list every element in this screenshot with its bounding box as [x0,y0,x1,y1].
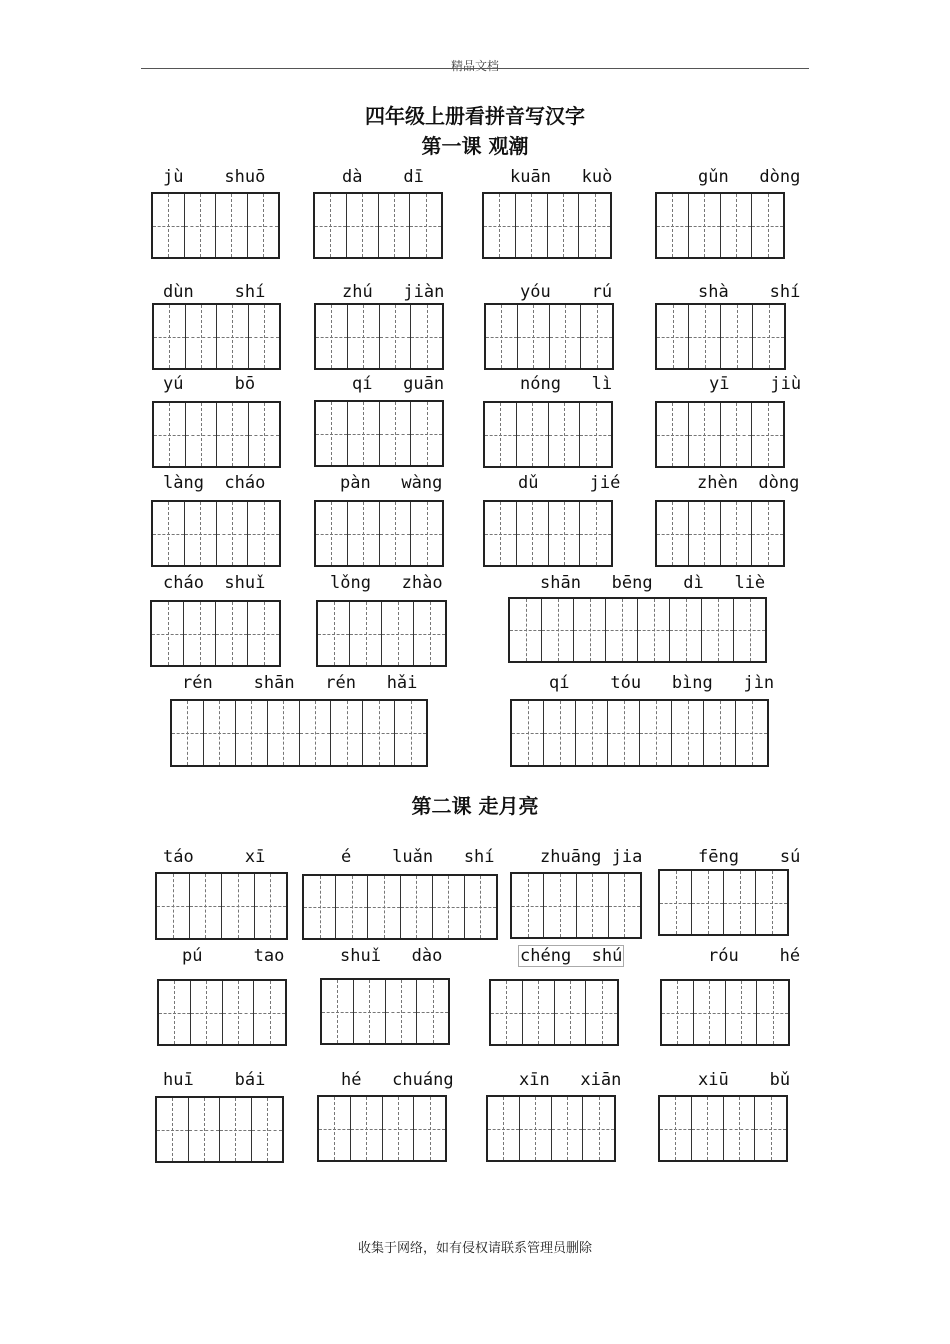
character-cell[interactable] [351,1097,383,1160]
character-cell[interactable] [248,602,279,665]
character-cell[interactable] [608,701,640,765]
character-cell[interactable] [220,1098,252,1161]
character-cell[interactable] [354,980,386,1043]
character-cell[interactable] [755,1097,786,1160]
writing-grid[interactable] [151,192,280,259]
character-cell[interactable] [157,1098,189,1161]
character-cell[interactable] [517,502,549,565]
writing-grid[interactable] [320,978,450,1045]
character-cell[interactable] [660,1097,692,1160]
pinyin-label: qí guān [352,374,445,394]
character-cell[interactable] [657,305,689,368]
writing-grid[interactable] [482,192,612,259]
pinyin-label: kuān kuò [510,167,613,187]
character-cell[interactable] [523,981,555,1044]
character-cell[interactable] [638,599,670,661]
pinyin-label: shān bēng dì liè [540,573,766,593]
character-cell[interactable] [216,602,248,665]
character-cell[interactable] [485,403,517,466]
pinyin-label: huī bái [163,1070,266,1090]
pinyin-label: pàn wàng [340,473,443,493]
writing-grid[interactable] [302,874,498,940]
character-cell[interactable] [550,305,582,368]
character-cell[interactable] [640,701,672,765]
character-cell[interactable] [348,305,380,368]
pinyin-label: lǒng zhào [330,573,443,593]
character-cell[interactable] [689,403,721,466]
character-cell[interactable] [348,402,380,465]
character-cell[interactable] [734,599,765,661]
character-cell[interactable] [662,981,694,1044]
character-cell[interactable] [581,305,612,368]
pinyin-label: shuǐ dào [340,946,443,966]
character-cell[interactable] [268,701,300,765]
character-cell[interactable] [609,874,640,937]
character-cell[interactable] [552,1097,584,1160]
character-cell[interactable] [254,981,285,1044]
pinyin-label: shà shí [698,282,801,302]
character-cell[interactable] [484,194,516,257]
character-cell[interactable] [512,874,544,937]
character-cell[interactable] [465,876,496,938]
character-cell[interactable] [752,502,783,565]
character-cell[interactable] [217,403,249,466]
character-cell[interactable] [736,701,767,765]
pinyin-label: hé chuáng [341,1070,454,1090]
pinyin-label: zhèn dòng [697,473,800,493]
character-cell[interactable] [433,876,465,938]
character-cell[interactable] [336,876,368,938]
character-cell[interactable] [657,194,689,257]
character-cell[interactable] [316,305,348,368]
lesson-1-title: 第一课 观潮 [421,134,529,158]
character-cell[interactable] [520,1097,552,1160]
character-cell[interactable] [670,599,702,661]
character-cell[interactable] [721,502,753,565]
pinyin-label: cháo shuǐ [163,573,266,593]
writing-grid[interactable] [152,401,281,468]
character-cell[interactable] [488,1097,520,1160]
pinyin-label: dǔ jié [518,473,621,493]
writing-grid[interactable] [510,872,642,939]
character-cell[interactable] [248,194,279,257]
character-cell[interactable] [486,305,518,368]
character-cell[interactable] [586,981,617,1044]
character-cell[interactable] [331,701,363,765]
character-cell[interactable] [510,599,542,661]
writing-grid[interactable] [660,979,790,1046]
character-cell[interactable] [380,502,412,565]
pinyin-label: xiū bǔ [698,1070,791,1090]
character-cell[interactable] [726,981,758,1044]
character-cell[interactable] [153,194,185,257]
character-cell[interactable] [704,701,736,765]
character-cell[interactable] [672,701,704,765]
character-cell[interactable] [721,403,753,466]
character-cell[interactable] [694,981,726,1044]
writing-grid[interactable] [155,1096,284,1163]
character-cell[interactable] [249,403,280,466]
character-cell[interactable] [395,701,426,765]
writing-grid[interactable] [151,500,281,567]
character-cell[interactable] [411,305,442,368]
pinyin-label: làng cháo [163,473,266,493]
character-cell[interactable] [154,403,186,466]
character-cell[interactable] [555,981,587,1044]
character-cell[interactable] [606,599,638,661]
character-cell[interactable] [157,874,190,938]
writing-grid[interactable] [484,303,614,370]
character-cell[interactable] [217,502,249,565]
character-cell[interactable] [217,305,249,368]
character-cell[interactable] [411,502,442,565]
pinyin-label: zhú jiàn [342,282,445,302]
character-cell[interactable] [172,701,204,765]
character-cell[interactable] [577,874,609,937]
writing-grid[interactable] [510,699,769,767]
writing-grid[interactable] [314,500,444,567]
character-cell[interactable] [184,602,216,665]
character-cell[interactable] [580,502,611,565]
pinyin-label: qí tóu bìng jìn [549,673,775,693]
character-cell[interactable] [580,403,611,466]
writing-grid[interactable] [170,699,428,767]
character-cell[interactable] [154,305,186,368]
character-cell[interactable] [544,701,576,765]
writing-grid[interactable] [658,1095,788,1162]
writing-grid[interactable] [655,192,785,259]
character-cell[interactable] [318,602,350,665]
character-cell[interactable] [185,502,217,565]
writing-grid[interactable] [486,1095,616,1162]
character-cell[interactable] [186,305,218,368]
character-cell[interactable] [248,502,279,565]
character-cell[interactable] [689,305,721,368]
character-cell[interactable] [204,701,236,765]
character-cell[interactable] [236,701,268,765]
pinyin-label: gǔn dòng [698,167,801,187]
character-cell[interactable] [379,194,411,257]
character-cell[interactable] [249,305,280,368]
pinyin-label: dà dī [342,167,424,187]
character-cell[interactable] [702,599,734,661]
header-rule [141,68,809,69]
pinyin-label: zhuāng jia [540,847,643,867]
character-cell[interactable] [692,871,724,934]
character-cell[interactable] [516,194,548,257]
pinyin-label: jù shuō [163,167,266,187]
pinyin-label: táo xī [163,847,266,867]
character-cell[interactable] [316,502,348,565]
character-cell[interactable] [380,305,412,368]
character-cell[interactable] [574,599,606,661]
character-cell[interactable] [491,981,523,1044]
character-cell[interactable] [752,194,783,257]
pinyin-label: nóng lì [520,374,613,394]
writing-grid[interactable] [152,303,281,370]
character-cell[interactable] [583,1097,614,1160]
character-cell[interactable] [348,502,380,565]
character-cell[interactable] [542,599,574,661]
writing-grid[interactable] [313,192,443,259]
writing-grid[interactable] [489,979,619,1046]
character-cell[interactable] [368,876,400,938]
character-cell[interactable] [660,871,692,934]
writing-grid[interactable] [314,303,444,370]
writing-grid[interactable] [655,401,785,468]
writing-grid[interactable] [658,869,789,936]
pinyin-label: é luǎn shí [341,847,495,867]
writing-grid[interactable] [655,303,786,370]
character-cell[interactable] [410,194,441,257]
writing-grid[interactable] [508,597,767,663]
character-cell[interactable] [724,871,756,934]
pinyin-label: xīn xiān [519,1070,622,1090]
page-title: 四年级上册看拼音写汉字 [365,104,585,128]
pinyin-label: rén shān rén hǎi [182,673,418,693]
character-cell[interactable] [315,194,347,257]
character-cell[interactable] [721,194,753,257]
pinyin-label: pú tao [182,946,285,966]
character-cell[interactable] [757,981,788,1044]
character-cell[interactable] [518,305,550,368]
character-cell[interactable] [544,874,576,937]
character-cell[interactable] [401,876,433,938]
character-cell[interactable] [382,602,414,665]
writing-grid[interactable] [155,872,288,940]
character-cell[interactable] [549,502,581,565]
character-cell[interactable] [386,980,418,1043]
character-cell[interactable] [689,502,721,565]
character-cell[interactable] [512,701,544,765]
character-cell[interactable] [190,874,223,938]
character-cell[interactable] [223,981,255,1044]
character-cell[interactable] [316,402,348,465]
character-cell[interactable] [304,876,336,938]
character-cell[interactable] [191,981,223,1044]
character-cell[interactable] [222,874,255,938]
writing-grid[interactable] [157,979,287,1046]
writing-grid[interactable] [316,600,447,667]
character-cell[interactable] [186,403,218,466]
page-footer: 收集于网络，如有侵权请联系管理员删除 [357,1241,592,1256]
character-cell[interactable] [153,502,185,565]
writing-grid[interactable] [314,400,444,467]
writing-grid[interactable] [655,500,785,567]
character-cell[interactable] [549,403,581,466]
character-cell[interactable] [252,1098,283,1161]
pinyin-label: dùn shí [163,282,266,302]
character-cell[interactable] [752,403,783,466]
character-cell[interactable] [692,1097,724,1160]
writing-grid[interactable] [317,1095,447,1162]
character-cell[interactable] [417,980,448,1043]
character-cell[interactable] [548,194,580,257]
pinyin-label: fēng sú [698,847,801,867]
writing-grid[interactable] [150,600,281,667]
character-cell[interactable] [383,1097,415,1160]
page-header: 精品文档 [450,59,499,73]
character-cell[interactable] [319,1097,351,1160]
character-cell[interactable] [189,1098,221,1161]
character-cell[interactable] [300,701,332,765]
character-cell[interactable] [350,602,382,665]
character-cell[interactable] [724,1097,756,1160]
character-cell[interactable] [517,403,549,466]
character-cell[interactable] [657,502,689,565]
character-cell[interactable] [255,874,287,938]
highlighted-pinyin: chéng shú [520,946,623,966]
character-cell[interactable] [159,981,191,1044]
character-cell[interactable] [411,402,442,465]
character-cell[interactable] [380,402,412,465]
pinyin-label: yī jiù [709,374,802,394]
lesson-2-title: 第二课 走月亮 [411,794,539,818]
character-cell[interactable] [216,194,248,257]
pinyin-label: yóu rú [520,282,613,302]
character-cell[interactable] [689,194,721,257]
character-cell[interactable] [753,305,784,368]
character-cell[interactable] [579,194,610,257]
character-cell[interactable] [185,194,217,257]
character-cell[interactable] [414,602,445,665]
character-cell[interactable] [756,871,787,934]
character-cell[interactable] [414,1097,445,1160]
character-cell[interactable] [576,701,608,765]
character-cell[interactable] [322,980,354,1043]
pinyin-label: yú bō [163,374,256,394]
writing-grid[interactable] [483,500,613,567]
character-cell[interactable] [721,305,753,368]
character-cell[interactable] [152,602,184,665]
character-cell[interactable] [657,403,689,466]
writing-grid[interactable] [483,401,613,468]
character-cell[interactable] [347,194,379,257]
character-cell[interactable] [485,502,517,565]
pinyin-label: róu hé [708,946,801,966]
character-cell[interactable] [363,701,395,765]
pinyin-label [518,946,624,966]
